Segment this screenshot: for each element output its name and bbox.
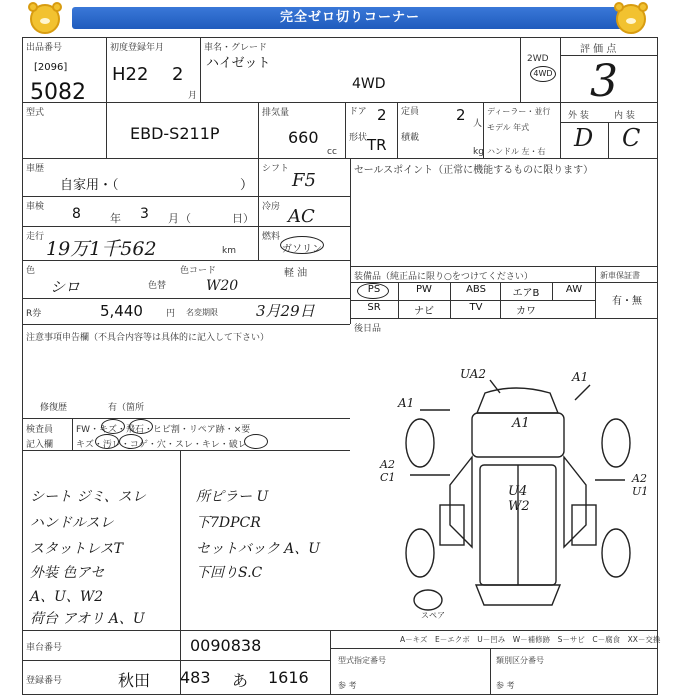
damage-legend: A－キズ E－エクボ U－凹み W－補修跡 S－サビ C－腐食 XX－交換 bbox=[400, 635, 661, 644]
label-model: 型式 bbox=[26, 108, 45, 118]
label-inspection: 車検 bbox=[26, 202, 45, 212]
diagram-mark-a1-left: A1 bbox=[398, 396, 415, 410]
label-first-reg: 初度登録年月 bbox=[110, 43, 165, 53]
label-color: 色 bbox=[26, 266, 36, 276]
label-name-change: 名変期限 bbox=[186, 308, 218, 317]
label-after-items: 後日品 bbox=[354, 324, 382, 334]
label-entry: 記入欄 bbox=[26, 440, 54, 450]
roof-outline bbox=[477, 388, 558, 413]
label-vehicle-no: 車台番号 bbox=[26, 643, 63, 653]
model-code: EBD-S211P bbox=[130, 124, 220, 143]
interior-grade: C bbox=[622, 124, 641, 152]
note-right-2: セットバック A、U bbox=[196, 541, 321, 557]
lot-code: [2096] bbox=[34, 62, 68, 73]
mileage-value: 19万1千562 bbox=[46, 238, 157, 260]
drive-value: 4WD bbox=[352, 76, 386, 92]
exterior-grade: D bbox=[574, 124, 594, 152]
car-history-value: 自家用・（ bbox=[60, 178, 119, 193]
label-displacement: 排気量 bbox=[262, 108, 290, 118]
label-new-warranty: 新車保証書 bbox=[600, 271, 640, 280]
diagram-mark-ua2: UA2 bbox=[460, 367, 487, 381]
label-payload: 積載 bbox=[401, 133, 420, 143]
label-inspection-month: 月 bbox=[168, 212, 179, 225]
note-left-1: ハンドルスレ bbox=[30, 515, 114, 531]
aircon-value: AC bbox=[288, 206, 315, 227]
drive-4wd-circle: 4WD bbox=[530, 66, 556, 82]
label-mileage: 走行 bbox=[26, 232, 45, 242]
lot-number: 5082 bbox=[30, 80, 86, 105]
label-model-year: モデル 年式 bbox=[487, 123, 530, 132]
note-left-4: A、U、W2 bbox=[30, 589, 104, 605]
note-right-3: 下回りS.C bbox=[196, 565, 263, 581]
equip-ps: PS bbox=[367, 284, 381, 295]
label-ref2: 参 考 bbox=[496, 681, 515, 690]
equip-leather: カワ bbox=[516, 306, 536, 317]
inspector-marks: FW・キズ・飛石・ヒビ割・リペア跡・×要 bbox=[76, 425, 251, 435]
capacity-value: 2 bbox=[456, 106, 466, 124]
reg-month: 2 bbox=[172, 64, 184, 85]
left-door-outline bbox=[450, 457, 472, 547]
label-category-no: 類別区分番号 bbox=[496, 656, 544, 665]
displacement-value: 660 bbox=[288, 128, 319, 147]
diagram-mark-a1-top: A1 bbox=[572, 370, 589, 384]
inspection-month: 3 bbox=[140, 206, 149, 222]
label-car-name: 車名・グレード bbox=[204, 43, 268, 53]
label-dealer: ディーラー・並行 bbox=[487, 107, 551, 116]
label-km: km bbox=[222, 246, 236, 256]
label-equipment: 装備品（純正品に限り○をつけてください） bbox=[354, 272, 533, 282]
label-capacity: 定員 bbox=[401, 107, 420, 117]
reg-year: H22 bbox=[112, 64, 149, 85]
inspection-year: 8 bbox=[72, 206, 81, 222]
mark-rub-circle bbox=[244, 434, 268, 449]
label-2wd: 2WD bbox=[527, 54, 549, 64]
color-value: シロ bbox=[50, 278, 81, 296]
diagram-mark-u4w2: U4 W2 bbox=[508, 484, 530, 514]
note-left-0: シート ジミ、スレ bbox=[30, 489, 146, 505]
note-right-0: 所ピラー U bbox=[196, 489, 269, 505]
equip-airbag: エアB bbox=[512, 288, 540, 299]
diagram-mark-a2c1: A2 C1 bbox=[380, 458, 396, 484]
label-color-code: 色コード bbox=[180, 266, 217, 276]
entry-marks: キズ・汚レ・コゲ・穴・スレ・キレ・破レ bbox=[76, 440, 247, 450]
label-kg: kg bbox=[473, 147, 484, 157]
right-door-outline bbox=[564, 457, 586, 547]
banner-title: 完全ゼロ切りコーナー bbox=[72, 7, 628, 29]
fuel-selected-circle bbox=[280, 236, 324, 254]
mark-scratch-circle bbox=[101, 419, 125, 434]
plate-number: 1616 bbox=[268, 668, 309, 687]
new-warranty-value: 有・無 bbox=[612, 296, 642, 307]
label-car-history: 車歴 bbox=[26, 164, 45, 174]
equip-abs: ABS bbox=[466, 284, 486, 295]
note-left-5: 荷台 アオリ A、U bbox=[30, 611, 145, 627]
label-evaluation: 評 価 点 bbox=[580, 44, 617, 55]
label-shift: シフト bbox=[262, 164, 290, 174]
equip-tv: TV bbox=[469, 302, 483, 313]
note-left-2: スタットレスT bbox=[30, 541, 123, 557]
plate-kana: あ bbox=[232, 671, 249, 690]
fuel-gasoline: ガソリン bbox=[282, 244, 322, 255]
mascot-left-icon bbox=[30, 4, 60, 34]
mark-dirt-circle bbox=[119, 434, 143, 449]
mark-stone-circle bbox=[129, 419, 153, 434]
mascot-right-icon bbox=[616, 4, 646, 34]
tailgate-outline bbox=[476, 585, 560, 605]
equip-ps-circle bbox=[357, 283, 389, 299]
label-exterior: 外 装 bbox=[568, 111, 589, 121]
equip-navi: ナビ bbox=[414, 306, 434, 317]
diagram-mark-a1-center: A1 bbox=[512, 416, 530, 431]
plate-region: 秋田 bbox=[118, 671, 151, 690]
left-side-panel bbox=[440, 505, 464, 545]
car-history-close: ） bbox=[240, 178, 254, 193]
label-color-no: 色替 bbox=[148, 281, 167, 291]
inspection-paren-open: （ bbox=[180, 212, 191, 225]
label-cc: cc bbox=[327, 147, 337, 157]
note-right-1: 下7DPCR bbox=[196, 515, 261, 531]
fuel-diesel: 軽 油 bbox=[284, 268, 308, 279]
equip-pw: PW bbox=[416, 284, 432, 295]
label-repair-history: 修復歴 bbox=[40, 403, 68, 413]
repair-place: 有（箇所 bbox=[108, 403, 145, 413]
shape-value: TR bbox=[367, 136, 387, 154]
diagram-spare-label: スペア bbox=[421, 611, 445, 620]
name-change-value: 3月29日 bbox=[256, 302, 315, 320]
rear-left-wheel bbox=[406, 529, 434, 577]
label-doors: ドア bbox=[349, 107, 367, 117]
note-left-3: 外装 色アセ bbox=[30, 565, 105, 581]
mark-scratch2-circle bbox=[95, 434, 119, 449]
vehicle-no-value: 0090838 bbox=[190, 636, 262, 655]
label-r-ticket: R券 bbox=[26, 309, 42, 319]
label-interior: 内 装 bbox=[614, 111, 635, 121]
evaluation-score: 3 bbox=[590, 56, 618, 107]
shift-value: F5 bbox=[292, 170, 316, 191]
equip-sr: SR bbox=[367, 302, 381, 313]
label-ref: 参 考 bbox=[338, 681, 357, 690]
r-ticket-amount: 5,440 bbox=[100, 302, 143, 320]
front-left-wheel bbox=[406, 419, 434, 467]
equip-aw: AW bbox=[565, 284, 583, 295]
label-inspection-year: 年 bbox=[110, 212, 121, 225]
rear-right-wheel bbox=[602, 529, 630, 577]
label-handle: ハンドル 左・右 bbox=[487, 147, 546, 156]
label-model-spec: 型式指定番号 bbox=[338, 656, 386, 665]
label-inspection-day: 日） bbox=[232, 212, 254, 225]
label-inspector: 検査員 bbox=[26, 425, 54, 435]
spare-tire bbox=[414, 590, 442, 610]
label-yen: 円 bbox=[166, 309, 176, 319]
label-sales-point: セールスポイント（正常に機能するものに限ります） bbox=[354, 165, 594, 176]
right-side-panel bbox=[572, 505, 596, 545]
front-right-wheel bbox=[602, 419, 630, 467]
diagram-mark-a2u1: A2 U1 bbox=[632, 472, 649, 498]
label-shape: 形状 bbox=[349, 133, 368, 143]
label-reg-month: 月 bbox=[188, 91, 198, 101]
doors-value: 2 bbox=[377, 106, 387, 124]
color-code-value: W20 bbox=[206, 278, 239, 294]
label-notes: 注意事項申告欄（不具合内容等は具体的に記入して下さい） bbox=[26, 333, 270, 343]
label-registration-no: 登録番号 bbox=[26, 676, 63, 686]
car-name-value: ハイゼット bbox=[206, 56, 271, 71]
plate-class: 483 bbox=[180, 668, 211, 687]
capacity-unit: 人 bbox=[473, 119, 483, 129]
label-aircon: 冷房 bbox=[262, 202, 281, 212]
label-lot-no: 出品番号 bbox=[26, 43, 63, 53]
label-fuel: 燃料 bbox=[262, 232, 281, 242]
